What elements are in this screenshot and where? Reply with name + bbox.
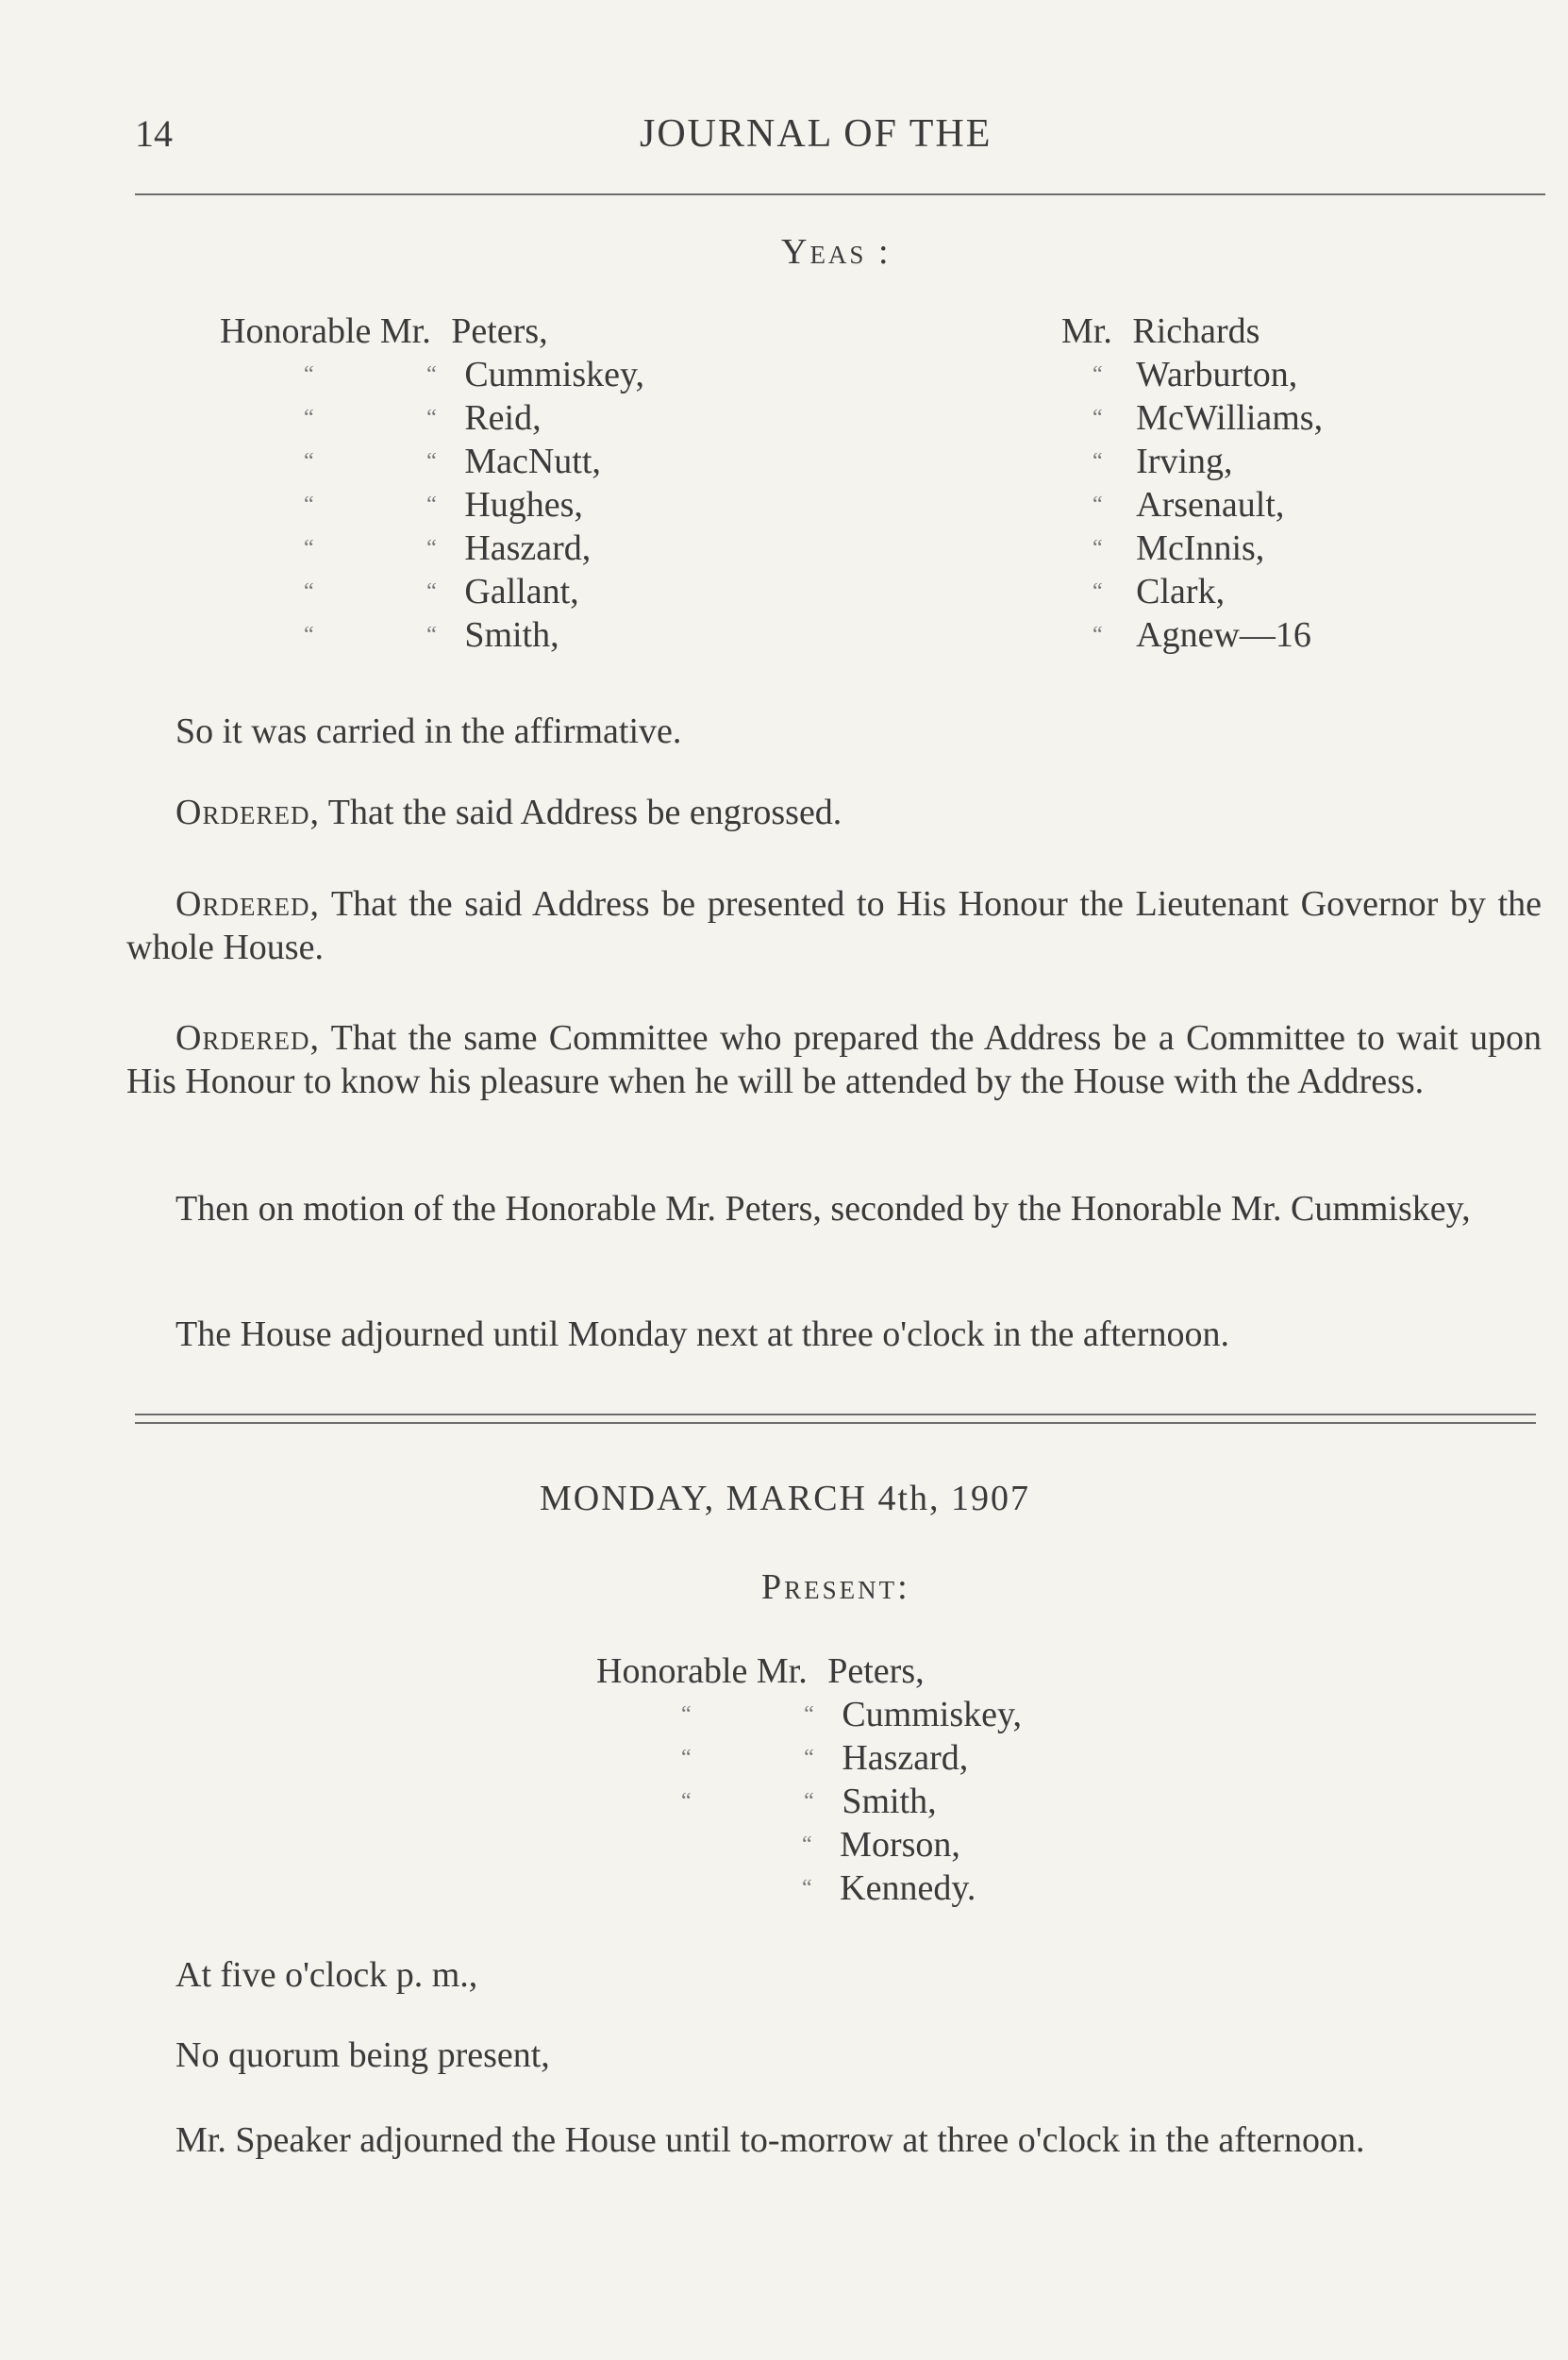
ordered-text: That the said Address be presented to His Honour the Lieutenant Governor by the whole House. [126,884,1542,967]
ordered-paragraph-3 [126,1016,1542,1103]
ditto-mark: “ [426,579,437,604]
member-name: Kennedy. [840,1868,976,1908]
page-number: 14 [135,112,173,155]
ordered-paragraph-2 [126,882,1542,969]
ditto-mark: “ [681,1789,692,1814]
yeas-left-row [304,440,601,483]
member-name: Haszard, [842,1738,969,1778]
member-name: Reid, [464,398,542,438]
member-name: Peters, [451,311,548,351]
adjourned-paragraph [126,1313,1542,1356]
motion-paragraph [126,1187,1542,1230]
ditto-mark: “ [304,406,314,430]
speaker-adjourned-paragraph [126,2118,1542,2162]
no-quorum-text: No quorum being present, [175,2035,550,2075]
member-name: McInnis, [1136,528,1265,568]
ordered-word: Ordered, [175,793,320,832]
ditto-mark: “ [1093,449,1103,474]
ordered-text: That the same Committee who prepared the Address be a Committee to wait upon His Honour to know his pleasure when he will be attended by the House with the Address. [126,1018,1542,1101]
yeas-right-row [1093,396,1323,440]
member-name: Smith, [842,1782,937,1821]
speaker-adjourned-text: Mr. Speaker adjourned the House until to-morrow at three o'clock in the afternoon. [175,2120,1365,2160]
ditto-mark: “ [426,623,437,647]
ditto-mark: “ [426,449,437,474]
yeas-left-row [220,310,548,353]
yeas-left-row [304,527,591,570]
present-heading: Present: [761,1567,910,1607]
present-row [596,1649,925,1693]
yeas-right-row [1061,310,1259,353]
motion-text: Then on motion of the Honorable Mr. Peters, seconded by the Honorable Mr. Cummiskey, [175,1189,1471,1229]
ditto-mark: “ [1093,623,1103,647]
ordered-text: That the said Address be engrossed. [319,793,842,832]
ditto-mark: “ [304,449,314,474]
ditto-mark: “ [304,362,314,387]
header-rule [135,193,1545,195]
ditto-mark: “ [804,1789,814,1814]
monday-date-heading: MONDAY, MARCH 4th, 1907 [540,1479,1031,1518]
member-name: Irving, [1136,442,1233,481]
section-rule-top [135,1414,1536,1415]
yeas-right-row [1093,440,1233,483]
yeas-right-row [1093,570,1225,613]
ditto-mark: “ [426,493,437,517]
present-row [802,1866,976,1910]
carried-paragraph [126,710,1542,753]
present-row [681,1693,1022,1736]
ditto-mark: “ [804,1746,814,1770]
present-row [802,1823,960,1866]
ditto-mark: “ [304,493,314,517]
five-oclock-paragraph [126,1953,1542,1997]
member-name: MacNutt, [464,442,601,481]
ordered-word: Ordered, [175,1018,320,1058]
yeas-right-row [1093,353,1297,396]
member-name: Warburton, [1136,355,1298,394]
member-name: Hughes, [464,485,583,525]
member-name: Cummiskey, [842,1695,1023,1734]
member-name: Clark, [1136,572,1226,611]
ditto-mark: “ [681,1746,692,1770]
member-name: Cummiskey, [464,355,645,394]
present-row [681,1780,937,1823]
member-name: Agnew—16 [1136,615,1311,655]
five-oclock-text: At five o'clock p. m., [175,1955,478,1995]
ditto-mark: “ [304,536,314,561]
yeas-left-row [304,570,579,613]
ditto-mark: “ [802,1876,812,1900]
carried-text: So it was carried in the affirmative. [175,711,682,751]
yeas-left-row [304,483,583,527]
present-row [681,1736,968,1780]
ditto-mark: “ [804,1702,814,1727]
ditto-mark: “ [1093,536,1103,561]
yeas-left-row [304,613,559,657]
ditto-mark: “ [1093,406,1103,430]
member-name: McWilliams, [1136,398,1324,438]
yeas-right-row [1093,527,1264,570]
yeas-heading: Yeas : [781,232,892,272]
ditto-mark: “ [426,536,437,561]
ordered-word: Ordered, [175,884,320,924]
member-name: Smith, [464,615,559,655]
member-name: Peters, [827,1651,925,1691]
member-name: Richards [1132,311,1260,351]
yeas-left-row [304,353,644,396]
ditto-mark: “ [304,579,314,604]
ordered-paragraph-1 [126,791,1542,834]
ditto-mark: “ [426,362,437,387]
section-rule-bottom [135,1422,1536,1424]
member-name: Gallant, [464,572,579,611]
ditto-mark: “ [1093,493,1103,517]
ditto-mark: “ [426,406,437,430]
honorable-prefix: Honorable Mr. [596,1651,808,1691]
yeas-left-row [304,396,542,440]
ditto-mark: “ [802,1833,812,1857]
ditto-mark: “ [1093,579,1103,604]
no-quorum-paragraph [126,2034,1542,2077]
page-header-title: JOURNAL OF THE [640,112,993,156]
member-name: Arsenault, [1136,485,1285,525]
member-name: Haszard, [464,528,592,568]
ditto-mark: “ [681,1702,692,1727]
yeas-right-row [1093,483,1284,527]
honorable-prefix: Honorable Mr. [220,311,431,351]
ditto-mark: “ [1093,362,1103,387]
adjourned-text: The House adjourned until Monday next at three o'clock in the afternoon. [175,1314,1229,1354]
ditto-mark: “ [304,623,314,647]
yeas-right-row [1093,613,1311,657]
mr-prefix: Mr. [1061,311,1112,351]
member-name: Morson, [840,1825,960,1865]
